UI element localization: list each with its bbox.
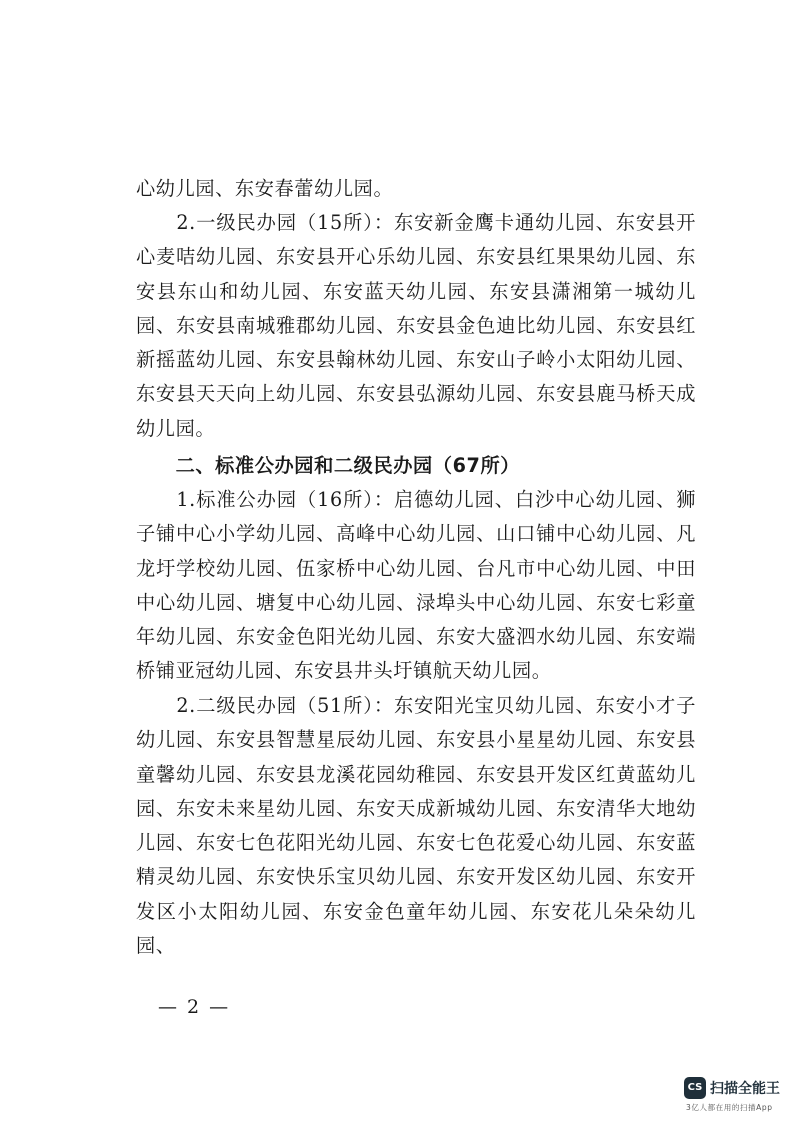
- paragraph-second-class-private: 2.二级民办园（51所）：东安阳光宝贝幼儿园、东安小才子幼儿园、东安县智慧星辰幼儿园、东安县小星星幼儿园、东安县童馨幼儿园、东安县龙溪花园幼稚园、东安县开发区红黄蓝幼儿园、东安未来星幼儿园、东安天成新城幼儿园、东安清华大地幼儿园、东安七色花阳光幼儿园、东安七色花爱心幼儿园、东安蓝精灵幼儿园、东安快乐宝贝幼儿园、东安开发区幼儿园、东安开发区小太阳幼儿园、东安金色童年幼儿园、东安花儿朵朵幼儿园、: [136, 694, 696, 958]
- paragraph-standard-public: 1.标准公办园（16所）：启德幼儿园、白沙中心幼儿园、狮子铺中心小学幼儿园、高峰中心幼儿园、山口铺中心幼儿园、凡龙圩学校幼儿园、伍家桥中心幼儿园、台凡市中心幼儿园、中田中心幼儿园、塘复中心幼儿园、渌埠头中心幼儿园、东安七彩童年幼儿园、东安金色阳光幼儿园、东安大盛泗水幼儿园、东安端桥铺亚冠幼儿园、东安县井头圩镇航天幼儿园。: [136, 488, 696, 683]
- scanner-watermark: [684, 1073, 784, 1113]
- paragraph-first-class-private: 2.一级民办园（15所）：东安新金鹰卡通幼儿园、东安县开心麦咭幼儿园、东安县开心乐幼儿园、东安县红果果幼儿园、东安县东山和幼儿园、东安蓝天幼儿园、东安县潇湘第一城幼儿园、东安县南城雅郡幼儿园、东安县金色迪比幼儿园、东安县红新摇蓝幼儿园、东安县翰林幼儿园、东安山子岭小太阳幼儿园、东安县天天向上幼儿园、东安县弘源幼儿园、东安县鹿马桥天成幼儿园。: [136, 211, 696, 440]
- paragraph-continuation: 心幼儿园、东安春蕾幼儿园。: [136, 177, 394, 200]
- page-number: — 2 —: [158, 996, 231, 1018]
- watermark-brand: 扫描全能王: [710, 1081, 780, 1097]
- section-heading-two: 二、标准公办园和二级民办园（67所）: [136, 454, 521, 477]
- watermark-tagline: 3亿人都在用的扫描App: [686, 1103, 773, 1112]
- camscanner-logo-icon: CS: [684, 1077, 706, 1099]
